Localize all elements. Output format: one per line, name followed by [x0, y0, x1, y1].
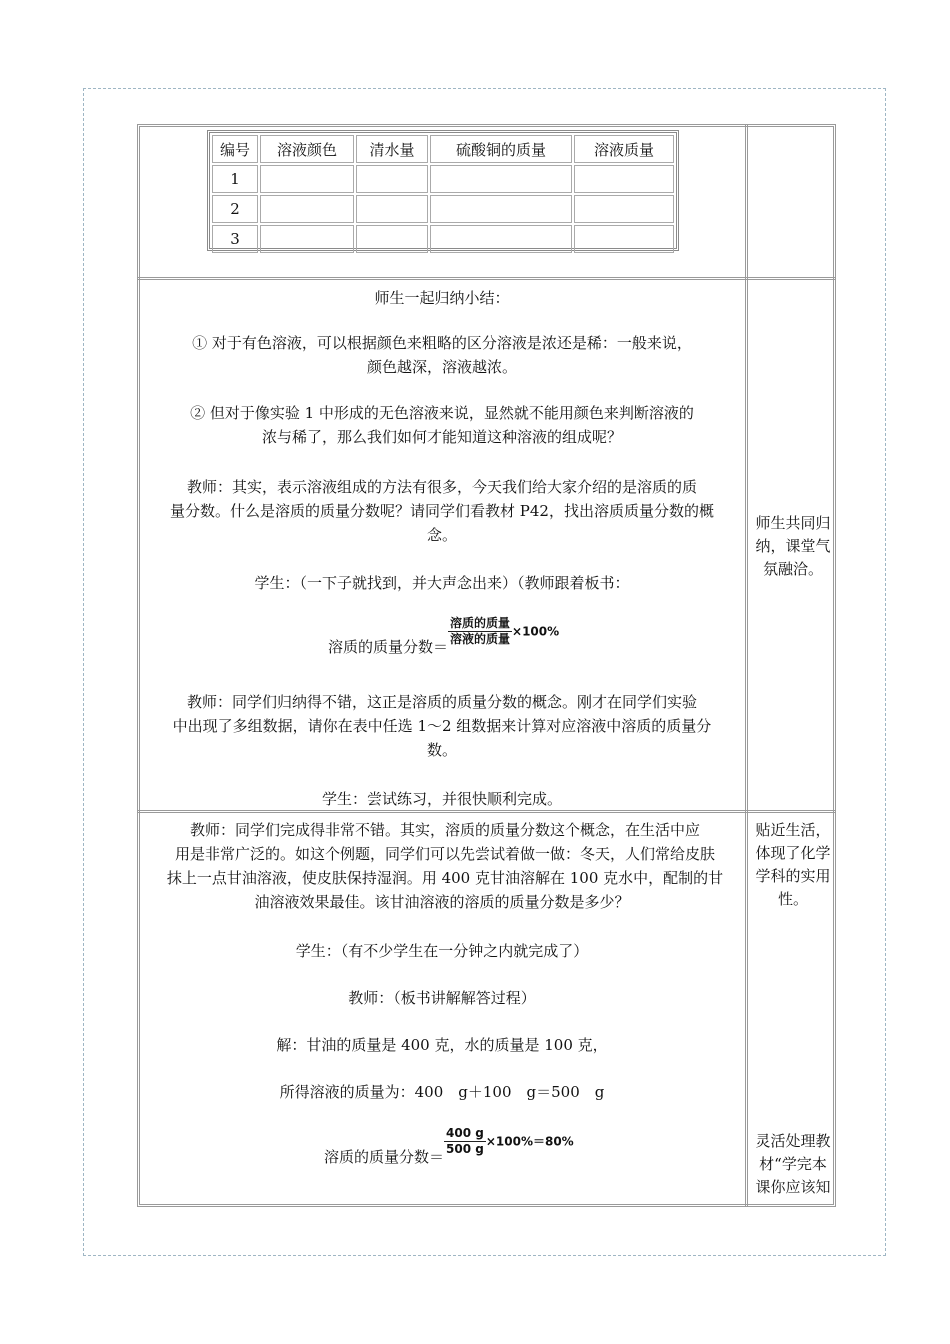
formula-multiplier: ×100%: [512, 624, 560, 639]
paragraph: 学生：（有不少学生在一分钟之内就完成了）: [295, 942, 589, 960]
row-divider-1: [137, 277, 836, 280]
row-number: 2: [212, 195, 258, 223]
side-note-line: 课你应该知: [755, 1178, 831, 1196]
header-cell: 溶液颜色: [260, 135, 354, 163]
side-note-line: 灵活处理教: [755, 1132, 831, 1150]
side-note: [750, 1130, 836, 1199]
header-cell: 编号: [212, 135, 258, 163]
paragraph: 颜色越深，溶液越浓。: [366, 358, 517, 376]
fraction: [448, 616, 512, 647]
paragraph: 数。: [426, 741, 457, 759]
paragraph: 教师：（板书讲解解答过程）: [348, 989, 536, 1007]
table-cell: [260, 165, 354, 193]
table-cell: [430, 195, 572, 223]
summary-heading: 师生一起归纳小结：: [374, 289, 510, 307]
table-row: [212, 225, 674, 253]
fraction: [444, 1126, 486, 1157]
paragraph: ② 但对于像实验 1 中形成的无色溶液来说，显然就不能用颜色来判断溶液的: [190, 404, 694, 422]
table-row: [212, 195, 674, 223]
paragraph: ① 对于有色溶液，可以根据颜色来粗略的区分溶液是浓还是稀：一般来说，: [192, 334, 692, 352]
side-note: [750, 819, 836, 911]
paragraph: 学生：尝试练习，并很快顺利完成。: [321, 790, 562, 808]
formula-label: 溶质的质量分数＝: [324, 1147, 445, 1166]
side-note-line: 材“学完本: [759, 1155, 827, 1173]
paragraph: 量分数。什么是溶质的质量分数呢？请同学们看教材 P42，找出溶质质量分数的概: [170, 502, 714, 520]
table-cell: [430, 165, 572, 193]
paragraph: 教师：同学们完成得非常不错。其实，溶质的质量分数这个概念，在生活中应: [189, 821, 700, 839]
formula-definition: [328, 616, 560, 656]
paragraph: 所得溶液的质量为：400 g＋100 g＝500 g: [279, 1083, 605, 1101]
table-cell: [430, 225, 572, 253]
experiment-table: [207, 130, 679, 251]
side-note-line: 学科的实用: [755, 867, 831, 885]
side-note-line: 性。: [777, 890, 808, 908]
row-number: 3: [212, 225, 258, 253]
numerator: 400 g: [446, 1126, 484, 1140]
paragraph: 念。: [426, 526, 457, 544]
denominator: 500 g: [446, 1142, 484, 1156]
table-cell: [356, 225, 428, 253]
formula-calculation: [324, 1126, 574, 1166]
table-row: [212, 165, 674, 193]
paragraph: 解：甘油的质量是 400 克，水的质量是 100 克，: [276, 1036, 608, 1054]
table-cell: [574, 195, 674, 223]
denominator: 溶液的质量: [450, 632, 511, 646]
paragraph: 教师：其实，表示溶液组成的方法有很多，今天我们给大家介绍的是溶质的质: [186, 478, 697, 496]
side-note: [750, 512, 836, 581]
paragraph: 浓与稀了，那么我们如何才能知道这种溶液的组成呢？: [261, 428, 622, 446]
paragraph: 用是非常广泛的。如这个例题，同学们可以先尝试着做一做：冬天，人们常给皮肤: [174, 845, 715, 863]
table-cell: [574, 225, 674, 253]
table-cell: [356, 165, 428, 193]
formula-multiplier: ×100%＝80%: [485, 1134, 574, 1149]
header-cell: 清水量: [356, 135, 428, 163]
side-note-line: 氛融洽。: [762, 560, 823, 578]
table-cell: [260, 225, 354, 253]
paragraph: 抹上一点甘油溶液，使皮肤保持湿润。用 400 克甘油溶解在 100 克水中，配制的甘: [166, 869, 724, 887]
side-note-line: 贴近生活，: [755, 821, 831, 839]
header-cell: 溶液质量: [574, 135, 674, 163]
formula-label: 溶质的质量分数＝: [328, 637, 449, 656]
column-divider: [745, 124, 748, 1207]
table-header-row: [212, 135, 674, 163]
side-note-line: 体现了化学: [755, 844, 831, 862]
paragraph: 学生：（一下子就找到，并大声念出来）（教师跟着板书：: [254, 574, 630, 592]
side-note-line: 师生共同归: [755, 514, 831, 532]
table-cell: [356, 195, 428, 223]
paragraph: 教师：同学们归纳得不错，这正是溶质的质量分数的概念。刚才在同学们实验: [186, 693, 697, 711]
table-cell: [260, 195, 354, 223]
side-note-line: 纳，课堂气: [755, 537, 831, 555]
paragraph: 中出现了多组数据，请你在表中任选 1～2 组数据来计算对应溶液中溶质的质量分: [172, 717, 712, 735]
header-cell: 硫酸铜的质量: [430, 135, 572, 163]
table-cell: [574, 165, 674, 193]
row-number: 1: [212, 165, 258, 193]
paragraph: 油溶液效果最佳。该甘油溶液的溶质的质量分数是多少？: [254, 893, 630, 911]
numerator: 溶质的质量: [450, 616, 511, 630]
